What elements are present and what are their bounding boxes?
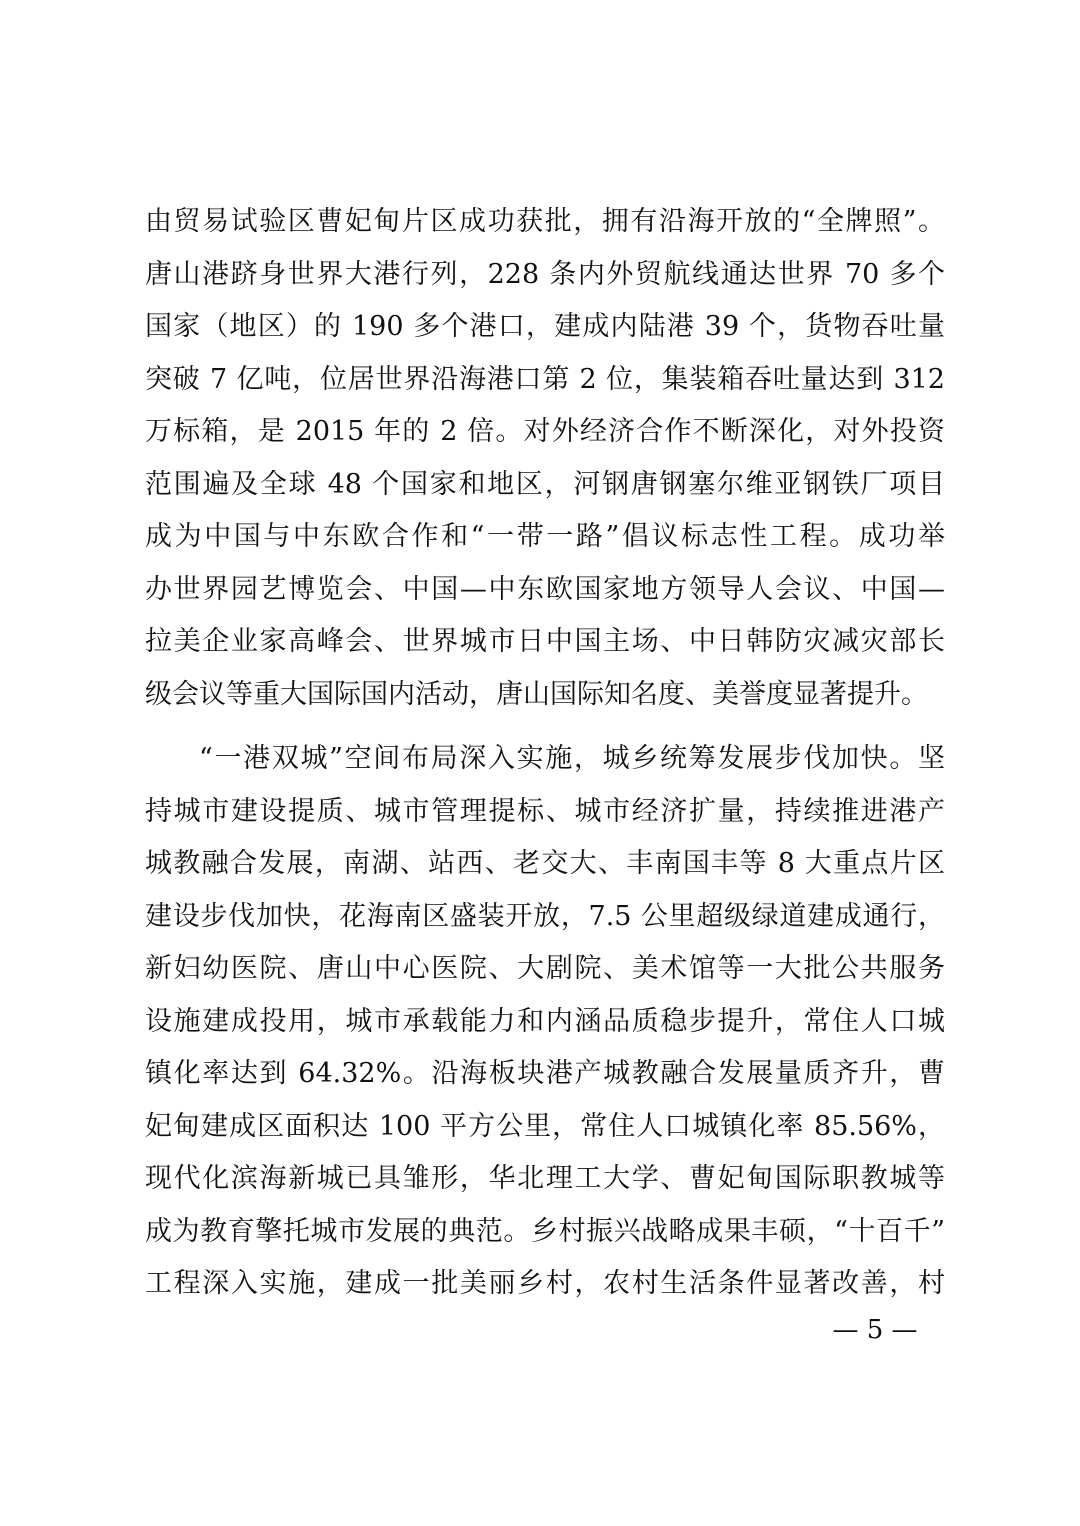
text-line: 妃甸建成区面积达 100 平方公里，常住人口城镇化率 85.56%， (145, 1110, 945, 1142)
text-line: 万标箱，是 2015 年的 2 倍。对外经济合作不断深化，对外投资 (145, 416, 945, 447)
text-line: 由贸易试验区曹妃甸片区成功获批，拥有沿海开放的“全牌照”。 (145, 206, 945, 237)
text-line: 范围遍及全球 48 个国家和地区，河钢唐钢塞尔维亚钢铁厂项目 (145, 468, 945, 500)
paragraph-continued (145, 196, 945, 721)
text-line: 成为中国与中东欧合作和“一带一路”倡议标志性工程。成功举 (145, 521, 945, 552)
text-line: 持城市建设提质、城市管理提标、城市经济扩量，持续推进港产 (145, 795, 945, 827)
paragraph-spacer (145, 721, 945, 733)
text-line: 新妇幼医院、唐山中心医院、大剧院、美术馆等一大批公共服务 (145, 953, 945, 984)
text-line: 拉美企业家高峰会、世界城市日中国主场、中日韩防灾减灾部长 (145, 626, 945, 657)
text-line: 突破 7 亿吨，位居世界沿海港口第 2 位，集装箱吞吐量达到 312 (145, 363, 945, 395)
text-line: 现代化滨海新城已具雏形，华北理工大学、曹妃甸国际职教城等 (145, 1163, 945, 1194)
page-number: — 5 — (832, 1315, 918, 1345)
text-line: 设施建成投用，城市承载能力和内涵品质稳步提升，常住人口城 (145, 1005, 945, 1037)
text-line: 国家（地区）的 190 多个港口，建成内陆港 39 个，货物吞吐量 (145, 311, 945, 342)
text-line: 成为教育擎托城市发展的典范。乡村振兴战略成果丰硕，“十百千” (145, 1215, 945, 1247)
text-line: 工程深入实施，建成一批美丽乡村，农村生活条件显著改善，村 (145, 1268, 945, 1299)
paragraph-urban-rural (145, 733, 945, 1311)
text-line: 城教融合发展，南湖、站西、老交大、丰南国丰等 8 大重点片区 (145, 848, 945, 879)
body-text (145, 196, 945, 1311)
text-line: 办世界园艺博览会、中国—中东欧国家地方领导人会议、中国— (145, 573, 945, 605)
text-line: 唐山港跻身世界大港行列，228 条内外贸航线通达世界 70 多个 (145, 258, 945, 290)
text-line: 级会议等重大国际国内活动，唐山国际知名度、美誉度显著提升。 (145, 678, 928, 710)
text-line: 镇化率达到 64.32%。沿海板块港产城教融合发展量质齐升，曹 (145, 1058, 945, 1089)
text-line: 建设步伐加快，花海南区盛装开放，7.5 公里超级绿道建成通行， (145, 900, 945, 932)
text-line: “一港双城”空间布局深入实施，城乡统筹发展步伐加快。坚 (199, 743, 945, 774)
